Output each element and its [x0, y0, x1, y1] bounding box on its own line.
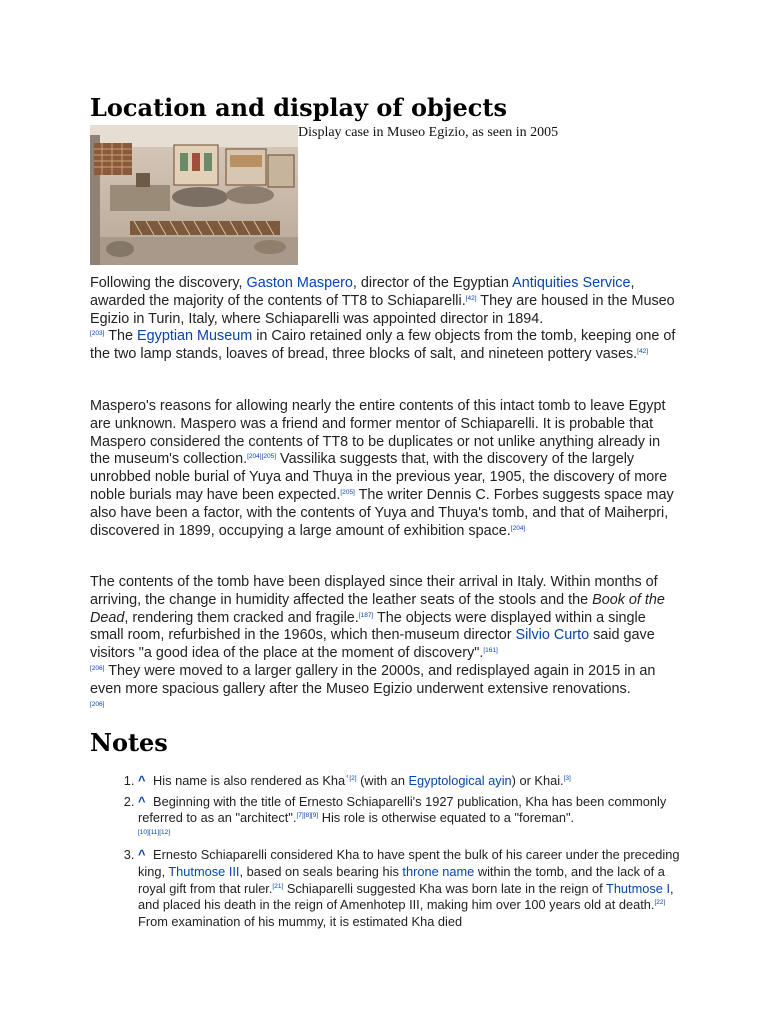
text: , awarded the majority of the contents of TT8 to Schiaparelli.	[90, 275, 635, 309]
text: His name is also rendered as Khaʿ	[149, 773, 350, 788]
citation-link[interactable]: [3]	[563, 775, 571, 782]
backlink-caret[interactable]: ^	[138, 773, 146, 788]
text: The contents of the tomb have been displayed since their arrival in Italy. Within months of arriving, the change in humidity affected the leather seats of the stools and the	[90, 574, 658, 608]
backlink-caret[interactable]: ^	[138, 847, 146, 863]
book-title: Book of the Dead	[90, 591, 665, 626]
link-antiquities-service[interactable]: Antiquities Service	[512, 275, 631, 291]
text: said gave visitors "a good idea of the place at the moment of discovery".	[90, 627, 655, 662]
text: , and placed his death in the reign of Amenhotep III, making him over 100 years old at death.	[138, 880, 674, 913]
citation-link[interactable]: [42]	[465, 294, 477, 302]
text: Maspero's reasons for allowing nearly the entire contents of this intact tomb to leave Egypt are unknown. Maspero was a friend and former mentor of Schiaparelli. It is probable that Maspero considered the contents of TT8 to be duplicates or not unlike anything already in the museum's collection.	[90, 398, 666, 468]
figure-caption: Display case in Museo Egizio, as seen in 2005	[298, 125, 559, 140]
citation-link[interactable]: [42]	[637, 348, 649, 356]
backlink-caret[interactable]: ^	[138, 793, 146, 809]
citation-link[interactable]: [22]	[654, 899, 666, 907]
text: , rendering them cracked and fragile.	[124, 609, 359, 626]
link-throne-name[interactable]: throne name	[402, 863, 475, 879]
link-thutmose-iii[interactable]: Thutmose III	[168, 863, 240, 879]
link-silvio-curto[interactable]: Silvio Curto	[515, 627, 590, 644]
citation-link[interactable]: [7][8][9]	[296, 812, 319, 820]
display-case-image-icon	[90, 125, 298, 265]
text: The writer Dennis C. Forbes suggests space may also have been a factor, with the contents of Yuya and Thuya's tomb, and that of Maiherpri, discovered in 1899, occupying a large amount of exhibition space.	[90, 486, 674, 539]
citation-link[interactable]: [205]	[340, 488, 355, 496]
citation-link[interactable]: [10][11][12]	[138, 828, 171, 836]
text: The objects were displayed within a single small room, refurbished in the 1960s, which then-museum director	[90, 609, 646, 644]
citation-link[interactable]: [206]	[90, 700, 105, 708]
link-gaston-maspero[interactable]: Gaston Maspero	[246, 275, 353, 291]
text: They were moved to a larger gallery in the 2000s, and redisplayed again in 2015 in an even more spacious gallery after the Museo Egizio underwent extensive renovations.	[90, 662, 656, 697]
note-item	[138, 794, 682, 844]
paragraph-3	[90, 574, 682, 716]
paragraph-1	[90, 275, 682, 364]
text: From examination of his mummy, it is estimated Kha died	[138, 913, 463, 929]
citation-link[interactable]: [187]	[358, 611, 374, 619]
link-egyptological-ayin[interactable]: Egyptological ayin	[408, 773, 512, 788]
text: Ernesto Schiaparelli considered Kha to have spent the bulk of his career under the preceding king,	[138, 847, 680, 879]
note-item	[138, 847, 682, 930]
citation-link[interactable]: [21]	[272, 882, 284, 890]
text: ) or Khai.	[511, 773, 564, 788]
link-thutmose-i[interactable]: Thutmose I	[606, 880, 671, 896]
text: They are housed in the Museo Egizio in Turin, Italy, where Schiaparelli was appointed director in 1894.	[90, 292, 675, 327]
note-item	[138, 773, 682, 790]
notes-list	[90, 773, 682, 934]
section-heading-location: Location and display of objects	[90, 93, 507, 122]
text: The	[104, 328, 138, 345]
citation-link[interactable]: [204]	[510, 524, 526, 532]
text: Following the discovery,	[90, 275, 247, 291]
text: His role is otherwise equated to a "foreman".	[318, 810, 575, 826]
text: within the tomb, and the lack of a royal gift from that ruler.	[138, 863, 665, 896]
text: (with an	[356, 773, 409, 788]
display-case-photo[interactable]	[90, 125, 298, 265]
text: Vassilika suggests that, with the discovery of the largely unrobbed noble burial of Yuya and Thuya in the previous year, 1905, the discovery of more noble burials may have been expected.	[90, 451, 668, 503]
text: in Cairo retained only a few objects from the tomb, keeping one of the two lamp stands, loaves of bread, three blocks of salt, and nineteen pottery vases.	[90, 328, 676, 363]
paragraph-2	[90, 398, 682, 540]
citation-link[interactable]: [2]	[349, 775, 357, 782]
link-egyptian-museum[interactable]: Egyptian Museum	[137, 328, 253, 345]
section-heading-notes: Notes	[90, 728, 168, 757]
citation-link[interactable]: [203]	[90, 330, 105, 338]
citation-link[interactable]: [204][205]	[247, 453, 277, 461]
text: Beginning with the title of Ernesto Schiaparelli's 1927 publication, Kha has been commonly referred to as an "architect".	[138, 793, 667, 826]
figure	[90, 125, 682, 270]
citation-link[interactable]: [161]	[483, 647, 498, 655]
text: , director of the Egyptian	[352, 275, 513, 291]
citation-link[interactable]: [206]	[90, 664, 105, 672]
text: Schiaparelli suggested Kha was born late in the reign of	[283, 880, 606, 896]
text: , based on seals bearing his	[239, 863, 403, 879]
